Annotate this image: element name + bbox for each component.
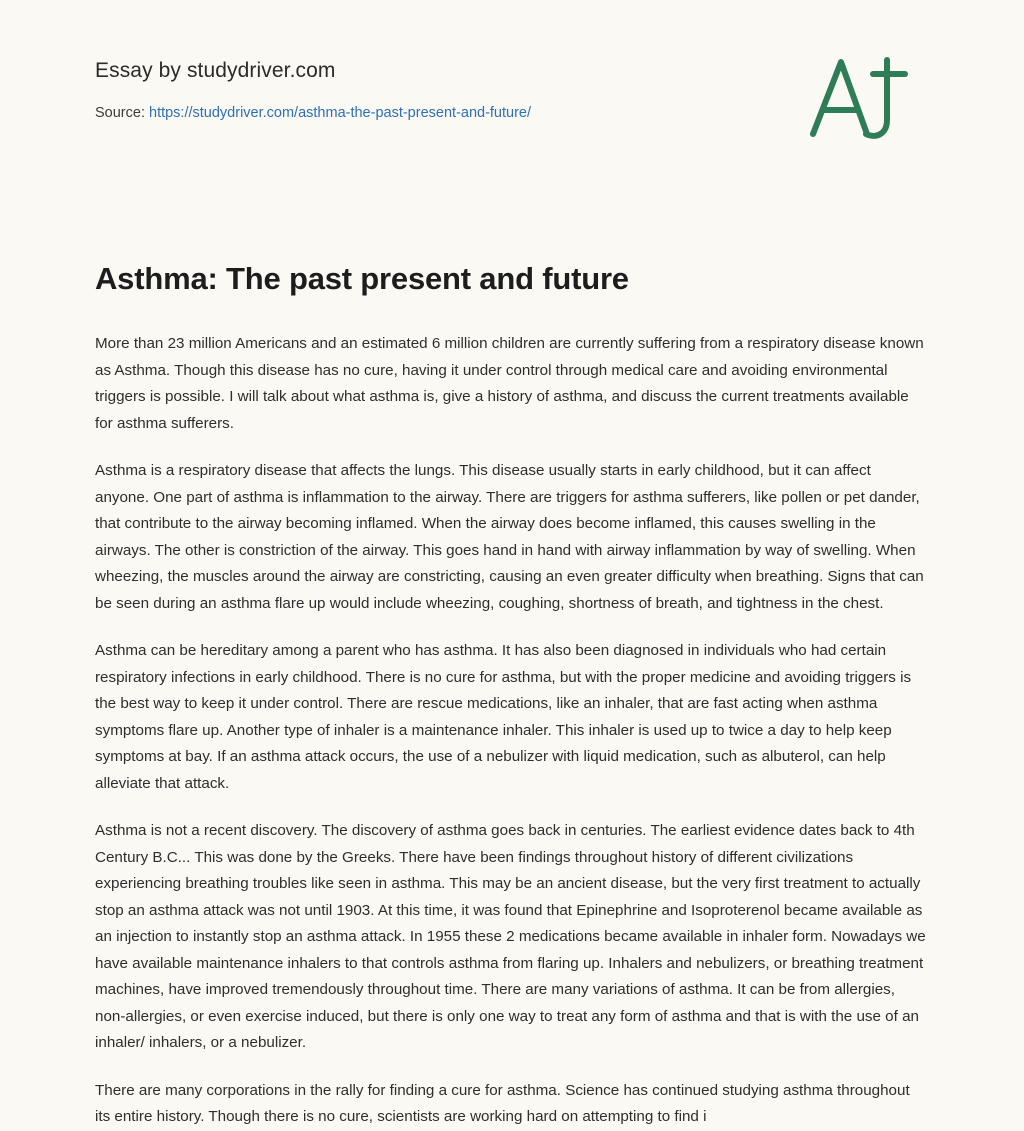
aj-monogram-icon xyxy=(801,42,921,152)
source-url-link[interactable]: https://studydriver.com/asthma-the-past-present-and-future/ xyxy=(149,105,532,121)
document-body xyxy=(95,331,929,1131)
document-header xyxy=(95,0,929,130)
source-label: Source: xyxy=(95,105,149,121)
brand-name: studydriver.com xyxy=(186,59,336,82)
paragraph: There are many corporations in the rally for finding a cure for asthma. Science has continued studying asthma throughout its entire history. Though there is no cure, scientists are working hard on attempting to find i xyxy=(95,1081,910,1125)
paragraph: More than 23 million Americans and an estimated 6 million children are currently suffering from a respiratory disease known as Asthma. Though this disease has no cure, having it under control through medical care and avoiding environmental triggers is possible. I will talk about what asthma is, give a history of asthma, and discuss the current treatments available for asthma sufferers. xyxy=(95,335,924,432)
paragraph: Asthma can be hereditary among a parent who has asthma. It has also been diagnosed in individuals who had certain respiratory infections in early childhood. There is no cure for asthma, but with the proper medicine and avoiding triggers is the best way to keep it under control. There are rescue medications, like an inhaler, that are fast acting when asthma symptoms flare up. Another type of inhaler is a maintenance inhaler. This inhaler is used up to twice a day to help keep symptoms at bay. If an asthma attack occurs, the use of a nebulizer with liquid medication, such as albuterol, can help alleviate that attack. xyxy=(95,642,912,792)
page-title: Asthma: The past present and future xyxy=(95,261,629,296)
paragraph: Asthma is not a recent discovery. The discovery of asthma goes back in centuries. The earliest evidence dates back to 4th Century B.C... This was done by the Greeks. There have been findings throughout history of different civilizations experiencing breathing troubles like seen in asthma. This may be an ancient disease, but the very first treatment to actually stop an asthma attack was not until 1903. At this time, it was found that Epinephrine and Isoproterenol became available as an injection to instantly stop an asthma attack. In 1955 these 2 medications became available in inhaler form. Nowadays we have available maintenance inhalers to that controls asthma from flaring up. Inhalers and nebulizers, or breathing treatment machines, have improved tremendously throughout time. There are many variations of asthma. It can be from allergies, non-allergies, or even exercise induced, but there is only one way to treat any form of asthma and that is with the use of an inhaler/ inhalers, or a nebulizer. xyxy=(95,822,926,1051)
paragraph: Asthma is a respiratory disease that affects the lungs. This disease usually starts in early childhood, but it can affect anyone. One part of asthma is inflammation to the airway. There are triggers for asthma sufferers, like pollen or pet dander, that contribute to the airway becoming inflamed. When the airway does become inflamed, this causes swelling in the airways. The other is constriction of the airway. This goes hand in hand with airway inflammation by way of swelling. When wheezing, the muscles around the airway are constricting, causing an even greater difficulty when breathing. Signs that can be seen during an asthma flare up would include wheezing, coughing, shortness of breath, and tightness in the chest. xyxy=(95,462,924,612)
essay-by-prefix: Essay by xyxy=(95,59,187,82)
